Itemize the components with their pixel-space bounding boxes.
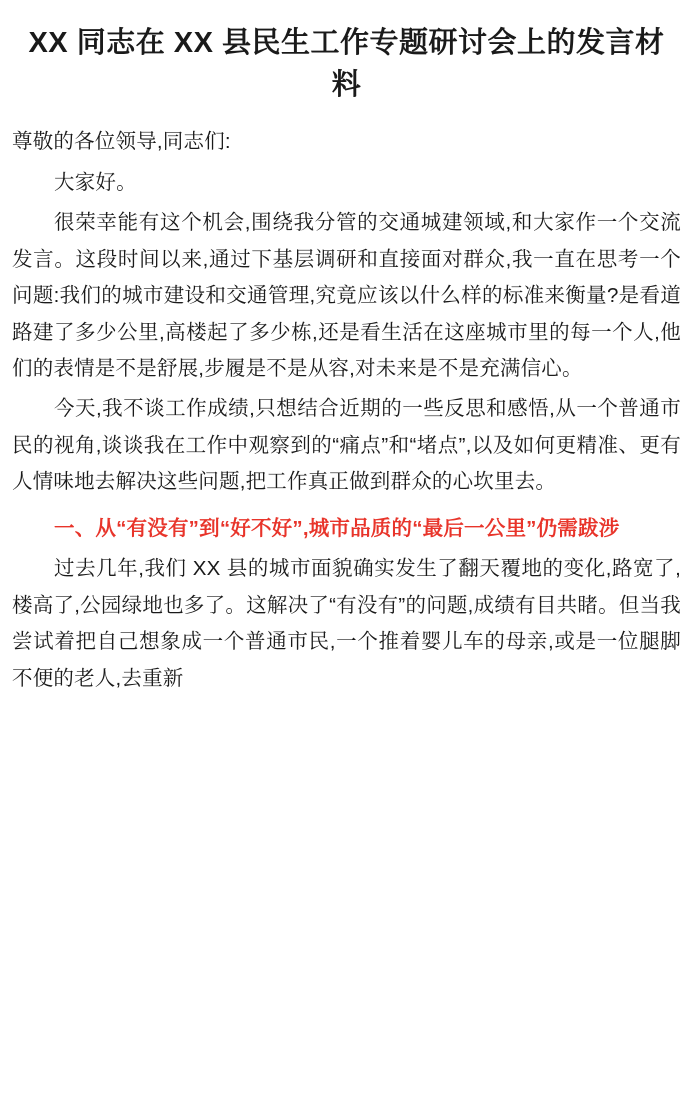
body-paragraph-1: 很荣幸能有这个机会,围绕我分管的交通城建领域,和大家作一个交流发言。这段时间以来,通过下基层调研和直接面对群众,我一直在思考一个问题:我们的城市建设和交通管理,究竟应该以什么样的标准来衡量?是看道路建了多少公里,高楼起了多少栋,还是看生活在这座城市里的每一个人,他们的表情是不是舒展,步履是不是从容,对未来是不是充满信心。 xyxy=(12,211,681,380)
page-title: XX 同志在 XX 县民生工作专题研讨会上的发言材料 xyxy=(28,27,665,102)
section-paragraph-1: 过去几年,我们 XX 县的城市面貌确实发生了翻天覆地的变化,路宽了,楼高了,公园绿地也多了。这解决了“有没有”的问题,成绩有目共睹。但当我尝试着把自己想象成一个普通市民,一个推着婴儿车的母亲,或是一位腿脚不便的老人,去重新 xyxy=(12,557,681,690)
body-paragraph-2: 今天,我不谈工作成绩,只想结合近期的一些反思和感悟,从一个普通市民的视角,谈谈我在工作中观察到的“痛点”和“堵点”,以及如何更精准、更有人情味地去解决这些问题,把工作真正做到群众的心坎里去。 xyxy=(12,397,681,494)
salutation-line: 尊敬的各位领导,同志们: xyxy=(12,130,231,154)
greeting-line: 大家好。 xyxy=(54,170,137,194)
section-heading-1: 一、从“有没有”到“好不好”,城市品质的“最后一公里”仍需跋涉 xyxy=(54,516,620,540)
